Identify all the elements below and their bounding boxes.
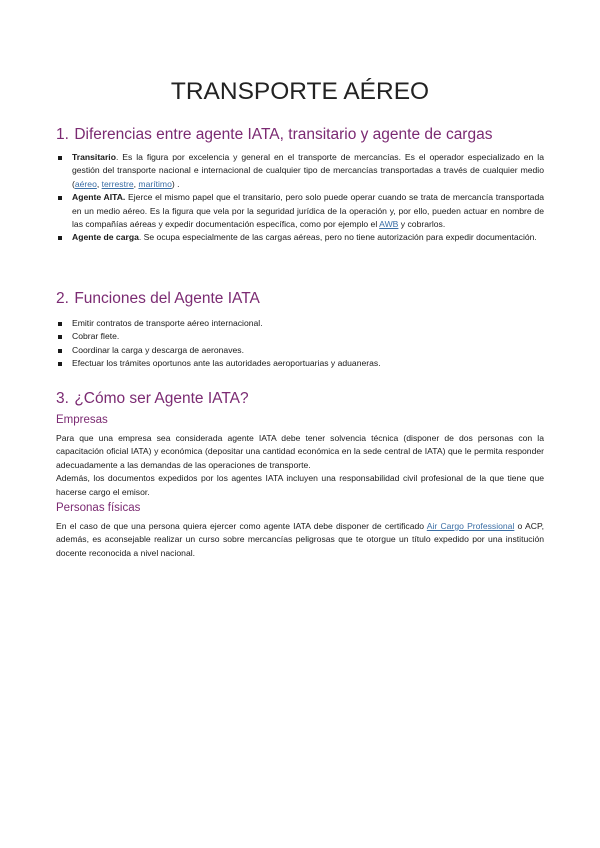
link-air-cargo-professional[interactable]: Air Cargo Professional (426, 521, 515, 531)
item-text: Cobrar flete. (72, 331, 120, 342)
term-agente-aita: Agente AITA. (72, 192, 126, 203)
item-text: Efectuar los trámites oportunos ante las autoridades aeroportuarias y aduaneras. (72, 358, 381, 369)
item-text: y cobrarlos. (398, 219, 446, 230)
item-text: Emitir contratos de transporte aéreo internacional. (72, 318, 263, 328)
list-item (56, 151, 544, 191)
paragraph-line: Además, los documentos expedidos por los agentes IATA incluyen una responsabilidad civil profesional de la que tiene que hacerse cargo el emisor. (56, 473, 544, 497)
bullet-icon (58, 349, 62, 353)
section-3-number: 3. (56, 390, 69, 407)
section-2-number: 2. (56, 290, 69, 307)
section-1-heading (56, 126, 492, 144)
bullet-icon (58, 156, 62, 160)
bullet-icon (58, 236, 62, 240)
item-text: Ejerce el mismo papel que el transitario, pero solo puede operar cuando se trata de mercancía transportada en un medio aéreo. Es la figura que vela por la seguridad jurídica de la operación y, por ello, pueden actuar en nombre de las compañías aéreas y expedir documentación específica, como por ejemplo el (72, 192, 545, 230)
item-text: ) . (171, 178, 180, 189)
link-maritimo[interactable]: marítimo (138, 178, 172, 189)
paragraph-empresas (56, 432, 544, 499)
section-3-heading (56, 390, 249, 408)
item-text: . Es la figura por excelencia y general en el transporte de mercancías. Es el operador especializado en la gestión del transporte nacional e internacional de cualquier tipo de mercancías transportadas a través de cualquier medio ( (72, 152, 544, 189)
section-3-title: ¿Cómo ser Agente IATA? (74, 390, 249, 407)
separator: , (96, 178, 102, 189)
link-awb[interactable]: AWB (379, 219, 399, 230)
term-transitario: Transitario (72, 152, 116, 162)
page-title: TRANSPORTE AÉREO (170, 78, 430, 105)
list-item (56, 344, 544, 357)
paragraph-text: o ACP, además, es aconsejable realizar un curso sobre mercancías peligrosas que te otorgue un título expedido por una institución docente reconocida a nivel nacional. (56, 521, 544, 558)
separator: , (133, 178, 139, 189)
link-terrestre[interactable]: terrestre (101, 178, 134, 189)
bullet-icon (58, 196, 62, 200)
section-2-list (56, 317, 544, 371)
paragraph-text: En el caso de que una persona quiera ejercer como agente IATA debe disponer de certificado (56, 521, 427, 531)
paragraph-personas-fisicas (56, 520, 544, 560)
subheading-personas-fisicas: Personas físicas (56, 502, 141, 514)
section-2-heading (56, 290, 260, 308)
subheading-empresas: Empresas (56, 414, 108, 426)
section-1-title: Diferencias entre agente IATA, transitario y agente de cargas (74, 126, 493, 143)
list-item (56, 357, 544, 370)
bullet-icon (58, 335, 62, 339)
section-1-number: 1. (56, 126, 69, 143)
item-text: . Se ocupa especialmente de las cargas aéreas, pero no tiene autorización para expedir documentación. (138, 232, 537, 243)
section-1-list (56, 151, 544, 245)
list-item (56, 317, 544, 330)
paragraph-line: Para que una empresa sea considerada agente IATA debe tener solvencia técnica (disponer de dos personas con la capacitación oficial IATA) y económica (depositar una cantidad económica en la sede central de IATA) que le permita responder adecuadamente a las demandas de las operaciones de transporte. (56, 433, 544, 470)
list-item (56, 231, 544, 244)
section-2-title: Funciones del Agente IATA (74, 290, 260, 307)
item-text: Coordinar la carga y descarga de aeronaves. (72, 344, 244, 355)
list-item (56, 191, 544, 231)
bullet-icon (58, 322, 62, 326)
link-aereo[interactable]: aéreo (74, 178, 97, 189)
list-item (56, 330, 544, 343)
term-agente-de-carga: Agente de carga (72, 232, 139, 243)
bullet-icon (58, 362, 62, 366)
